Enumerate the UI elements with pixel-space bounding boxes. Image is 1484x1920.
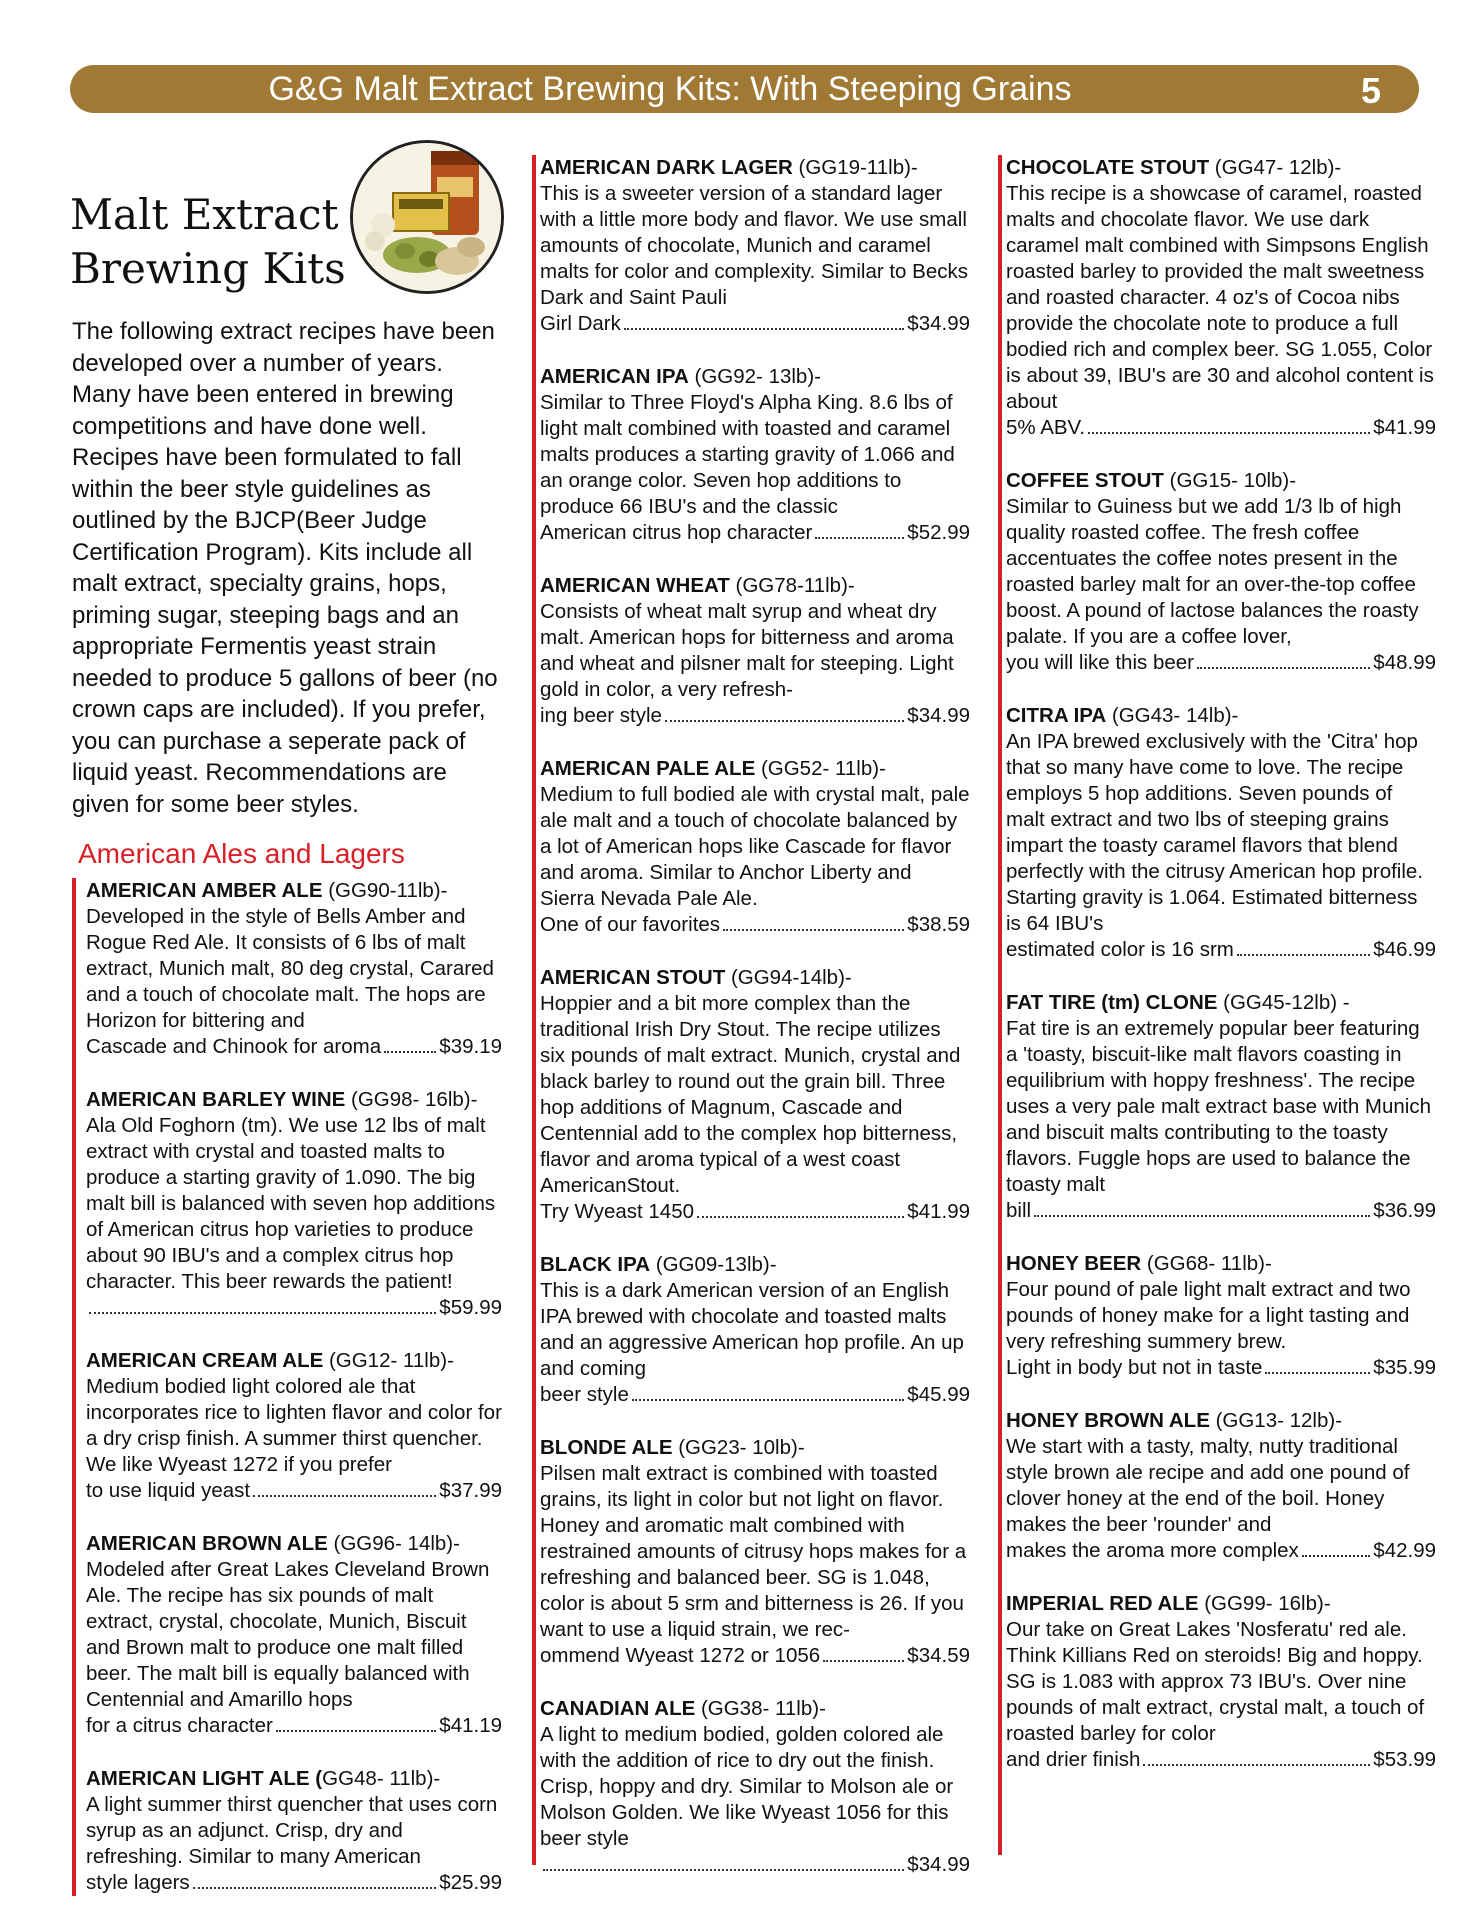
price-line: estimated color is 16 srm $46.99 <box>1006 938 1436 961</box>
recipe-name: HONEY BEER (GG68- 11lb)- <box>1006 1252 1272 1275</box>
recipe-name: CITRA IPA (GG43- 14lb)- <box>1006 704 1239 727</box>
price-line: for a citrus character $41.19 <box>86 1714 502 1737</box>
recipe-canadian-ale <box>540 1696 970 1878</box>
recipe-name: AMERICAN WHEAT (GG78-11lb)- <box>540 574 855 597</box>
recipe-black-ipa <box>540 1252 970 1408</box>
feature-title: Malt Extract Brewing Kits <box>70 190 346 293</box>
price-line: One of our favorites $38.59 <box>540 913 970 936</box>
recipe-description: Similar to Three Floyd's Alpha King. 8.6 lbs of light malt combined with toasted and caramel malts produces a starting gravity of 1.066 and an orange color. Seven hop additions to produce 66 IBU's and the classic <box>540 391 955 518</box>
recipe-honey-brown-ale <box>1006 1408 1436 1564</box>
recipe-name: BLACK IPA (GG09-13lb)- <box>540 1253 777 1276</box>
price-line: American citrus hop character $52.99 <box>540 521 970 544</box>
recipe-list-american <box>72 878 502 1896</box>
price-line: you will like this beer $48.99 <box>1006 651 1436 674</box>
price-line: to use liquid yeast $37.99 <box>86 1479 502 1502</box>
recipe-name: AMERICAN STOUT (GG94-14lb)- <box>540 966 852 989</box>
recipe-description: A light to medium bodied, golden colored ale with the addition of rice to dry out the finish. Crisp, hoppy and dry. Similar to Molson ale or Molson Golden. We like Wyeast 1056 for this beer style <box>540 1723 954 1850</box>
recipe-american-stout <box>540 965 970 1225</box>
recipe-description: Hoppier and a bit more complex than the traditional Irish Dry Stout. The recipe utilizes six pounds of malt extract. Munich, crystal and black barley to round out the grain bill. Three hop additions of Magnum, Cascade and Centennial add to the complex hop bitterness, flavor and aroma typical of a west coast AmericanStout. <box>540 992 961 1197</box>
price-line: Try Wyeast 1450 $41.99 <box>540 1200 970 1223</box>
recipe-description: Developed in the style of Bells Amber and Rogue Red Ale. It consists of 6 lbs of malt extract, Munich malt, 80 deg crystal, Carared and a touch of chocolate malt. The hops are Horizon for bittering and <box>86 905 494 1032</box>
recipe-honey-beer <box>1006 1251 1436 1381</box>
recipe-american-light-ale <box>86 1766 502 1896</box>
page-header-bar <box>70 65 1419 113</box>
recipe-name: FAT TIRE (tm) CLONE (GG45-12lb) - <box>1006 991 1350 1014</box>
intro-paragraph: The following extract recipes have been developed over a number of years. Many have been entered in brewing competitions and have done well. Recipes have been formulated to fall within the beer style guidelines as outlined by the BJCP(Beer Judge Certification Program). Kits include all malt extract, specialty grains, hops, priming sugar, steeping bags and an appropriate Fermentis yeast strain needed to produce 5 gallons of beer (no crown caps are included). If you prefer, you can purchase a seperate pack of liquid yeast. Recommendations are given for some beer styles. <box>72 318 498 818</box>
recipe-name: AMERICAN IPA (GG92- 13lb)- <box>540 365 821 388</box>
recipe-name: AMERICAN LIGHT ALE (GG48- 11lb)- <box>86 1767 441 1790</box>
recipe-description: Modeled after Great Lakes Cleveland Brown Ale. The recipe has six pounds of malt extract, crystal, chocolate, Munich, Biscuit and Brown malt to produce one malt filled beer. The malt bill is equally balanced with Centennial and Amarillo hops <box>86 1558 490 1711</box>
price: $53.99 <box>1373 1748 1436 1771</box>
price-line: and drier finish $53.99 <box>1006 1748 1436 1771</box>
recipe-american-cream-ale <box>86 1348 502 1504</box>
price: $46.99 <box>1373 938 1436 961</box>
recipe-description: An IPA brewed exclusively with the 'Citra' hop that so many have come to love. The recipe employs 5 hop additions. Seven pounds of malt extract and two lbs of steeping grains impart the toasty caramel flavors that blend perfectly with the citrusy American hop profile. Starting gravity is 1.064. Estimated bitterness is 64 IBU's <box>1006 730 1424 935</box>
price-line: beer style $45.99 <box>540 1383 970 1406</box>
recipe-description: This is a dark American version of an English IPA brewed with chocolate and toasted malts and an aggressive American hop profile. An up and coming <box>540 1279 964 1380</box>
column-2 <box>532 155 970 1876</box>
recipe-description: Pilsen malt extract is combined with toasted grains, its light in color but not light on flavor. Honey and aromatic malt combined with restrained amounts of citrusy hops makes for a refreshing and balanced beer. SG is 1.048, color is about 5 srm and bitterness is 26. If you want to use a liquid strain, we rec- <box>540 1462 967 1641</box>
recipe-name: HONEY BROWN ALE (GG13- 12lb)- <box>1006 1409 1343 1432</box>
price-line <box>86 1295 502 1321</box>
column-3 <box>998 155 1436 1855</box>
price: $34.99 <box>907 704 970 727</box>
price-line: 5% ABV. $41.99 <box>1006 416 1436 439</box>
recipe-description: We start with a tasty, malty, nutty traditional style brown ale recipe and add one pound of clover honey at the end of the boil. Honey makes the beer 'rounder' and <box>1006 1435 1410 1536</box>
recipe-description: Consists of wheat malt syrup and wheat dry malt. American hops for bitterness and aroma and wheat and pilsner malt for steeping. Light gold in color, a very refresh- <box>540 600 954 701</box>
recipe-name: CANADIAN ALE (GG38- 11lb)- <box>540 1697 826 1720</box>
recipe-fat-tire-clone <box>1006 990 1436 1224</box>
recipe-name: AMERICAN CREAM ALE (GG12- 11lb)- <box>86 1349 454 1372</box>
recipe-coffee-stout <box>1006 468 1436 676</box>
price: $38.59 <box>907 913 970 936</box>
recipe-chocolate-stout <box>1006 155 1436 441</box>
price: $45.99 <box>907 1383 970 1406</box>
price: $37.99 <box>439 1479 502 1502</box>
price: $39.19 <box>439 1035 502 1058</box>
price-line: Cascade and Chinook for aroma $39.19 <box>86 1035 502 1058</box>
recipe-name: AMERICAN BARLEY WINE (GG98- 16lb)- <box>86 1088 478 1111</box>
page-header-title: G&G Malt Extract Brewing Kits: With Steeping Grains <box>268 70 1072 108</box>
recipe-name: AMERICAN BROWN ALE (GG96- 14lb)- <box>86 1532 460 1555</box>
recipe-description: Our take on Great Lakes 'Nosferatu' red ale. Think Killians Red on steroids! Big and hoppy. SG is 1.083 with approx 73 IBU's. Over nine pounds of malt extract, crystal malt, a touch of roasted barley for color <box>1006 1618 1425 1745</box>
brewing-kit-illustration <box>353 143 501 291</box>
recipe-name: AMERICAN AMBER ALE (GG90-11lb)- <box>86 879 448 902</box>
price: $41.19 <box>439 1714 502 1737</box>
recipe-citra-ipa <box>1006 703 1436 963</box>
recipe-name: IMPERIAL RED ALE (GG99- 16lb)- <box>1006 1592 1331 1615</box>
recipe-blonde-ale <box>540 1435 970 1669</box>
recipe-american-dark-lager <box>540 155 970 337</box>
recipe-american-pale-ale <box>540 756 970 938</box>
price: $41.99 <box>1373 416 1436 439</box>
price: $34.99 <box>907 1853 970 1876</box>
recipe-description: Four pound of pale light malt extract and two pounds of honey make for a light tasting and very refreshing summery brew. <box>1006 1278 1411 1353</box>
price: $48.99 <box>1373 651 1436 674</box>
recipe-description: A light summer thirst quencher that uses corn syrup as an adjunct. Crisp, dry and refreshing. Similar to many American <box>86 1793 498 1868</box>
price-line: Girl Dark $34.99 <box>540 312 970 335</box>
price: $59.99 <box>439 1296 502 1319</box>
recipe-description: This is a sweeter version of a standard lager with a little more body and flavor. We use small amounts of chocolate, Munich and caramel malts for color and complexity. Similar to Becks Dark and Saint Pauli <box>540 182 968 309</box>
price-line: ing beer style $34.99 <box>540 704 970 727</box>
recipe-name: AMERICAN DARK LAGER (GG19-11lb)- <box>540 156 918 179</box>
price: $42.99 <box>1373 1539 1436 1562</box>
price-line: bill $36.99 <box>1006 1199 1436 1222</box>
recipe-american-barley-wine <box>86 1087 502 1321</box>
recipe-description: Fat tire is an extremely popular beer featuring a 'toasty, biscuit-like malt flavors coasting in equilibrium with hoppy freshness'. The recipe uses a very pale malt extract base with Munich and biscuit malts contributing to the toasty flavors. Fuggle hops are used to balance the toasty malt <box>1006 1017 1431 1196</box>
price-line: ommend Wyeast 1272 or 1056 $34.59 <box>540 1644 970 1667</box>
brewing-kit-photo <box>350 140 504 294</box>
price: $36.99 <box>1373 1199 1436 1222</box>
price-line: style lagers $25.99 <box>86 1871 502 1894</box>
price-line: Light in body but not in taste $35.99 <box>1006 1356 1436 1379</box>
recipe-description: Ala Old Foghorn (tm). We use 12 lbs of malt extract with crystal and toasted malts to produce a starting gravity of 1.090. The big malt bill is balanced with seven hop additions of American citrus hop varieties to produce about 90 IBU's and a complex citrus hop character. This beer rewards the patient! <box>86 1114 496 1293</box>
recipe-name: COFFEE STOUT (GG15- 10lb)- <box>1006 469 1297 492</box>
recipe-american-amber-ale <box>86 878 502 1060</box>
recipe-name: BLONDE ALE (GG23- 10lb)- <box>540 1436 805 1459</box>
recipe-name: AMERICAN PALE ALE (GG52- 11lb)- <box>540 757 886 780</box>
price: $52.99 <box>907 521 970 544</box>
price: $41.99 <box>907 1200 970 1223</box>
price: $35.99 <box>1373 1356 1436 1379</box>
price-line <box>540 1852 970 1878</box>
page-number: 5 <box>1360 70 1381 111</box>
recipe-american-ipa <box>540 364 970 546</box>
recipe-american-brown-ale <box>86 1531 502 1739</box>
price-line: makes the aroma more complex $42.99 <box>1006 1539 1436 1562</box>
price: $34.59 <box>907 1644 970 1667</box>
recipe-description: Similar to Guiness but we add 1/3 lb of high quality roasted coffee. The fresh coffee accentuates the coffee notes present in the roasted barley malt for an over-the-top coffee boost. A pound of lactose balances the roasty palate. If you are a coffee lover, <box>1006 495 1419 648</box>
recipe-description: Medium bodied light colored ale that incorporates rice to lighten flavor and color for a dry crisp finish. A summer thirst quencher. We like Wyeast 1272 if you prefer <box>86 1375 502 1476</box>
section-heading: American Ales and Lagers <box>78 838 405 869</box>
recipe-description: Medium to full bodied ale with crystal malt, pale ale malt and a touch of chocolate balanced by a lot of American hops like Cascade for flavor and aroma. Similar to Anchor Liberty and Sierra Nevada Pale Ale. <box>540 783 970 910</box>
recipe-american-wheat <box>540 573 970 729</box>
recipe-imperial-red-ale <box>1006 1591 1436 1773</box>
price: $25.99 <box>439 1871 502 1894</box>
recipe-description: This recipe is a showcase of caramel, roasted malts and chocolate flavor. We use dark caramel malt combined with Simpsons English roasted barley to provided the malt sweetness and roasted character. 4 oz's of Cocoa nibs provide the chocolate note to produce a full bodied rich and complex beer. SG 1.055, Color is about 39, IBU's are 30 and alcohol content is about <box>1006 182 1434 413</box>
column-1 <box>72 140 502 1896</box>
price: $34.99 <box>907 312 970 335</box>
recipe-name: CHOCOLATE STOUT (GG47- 12lb)- <box>1006 156 1342 179</box>
